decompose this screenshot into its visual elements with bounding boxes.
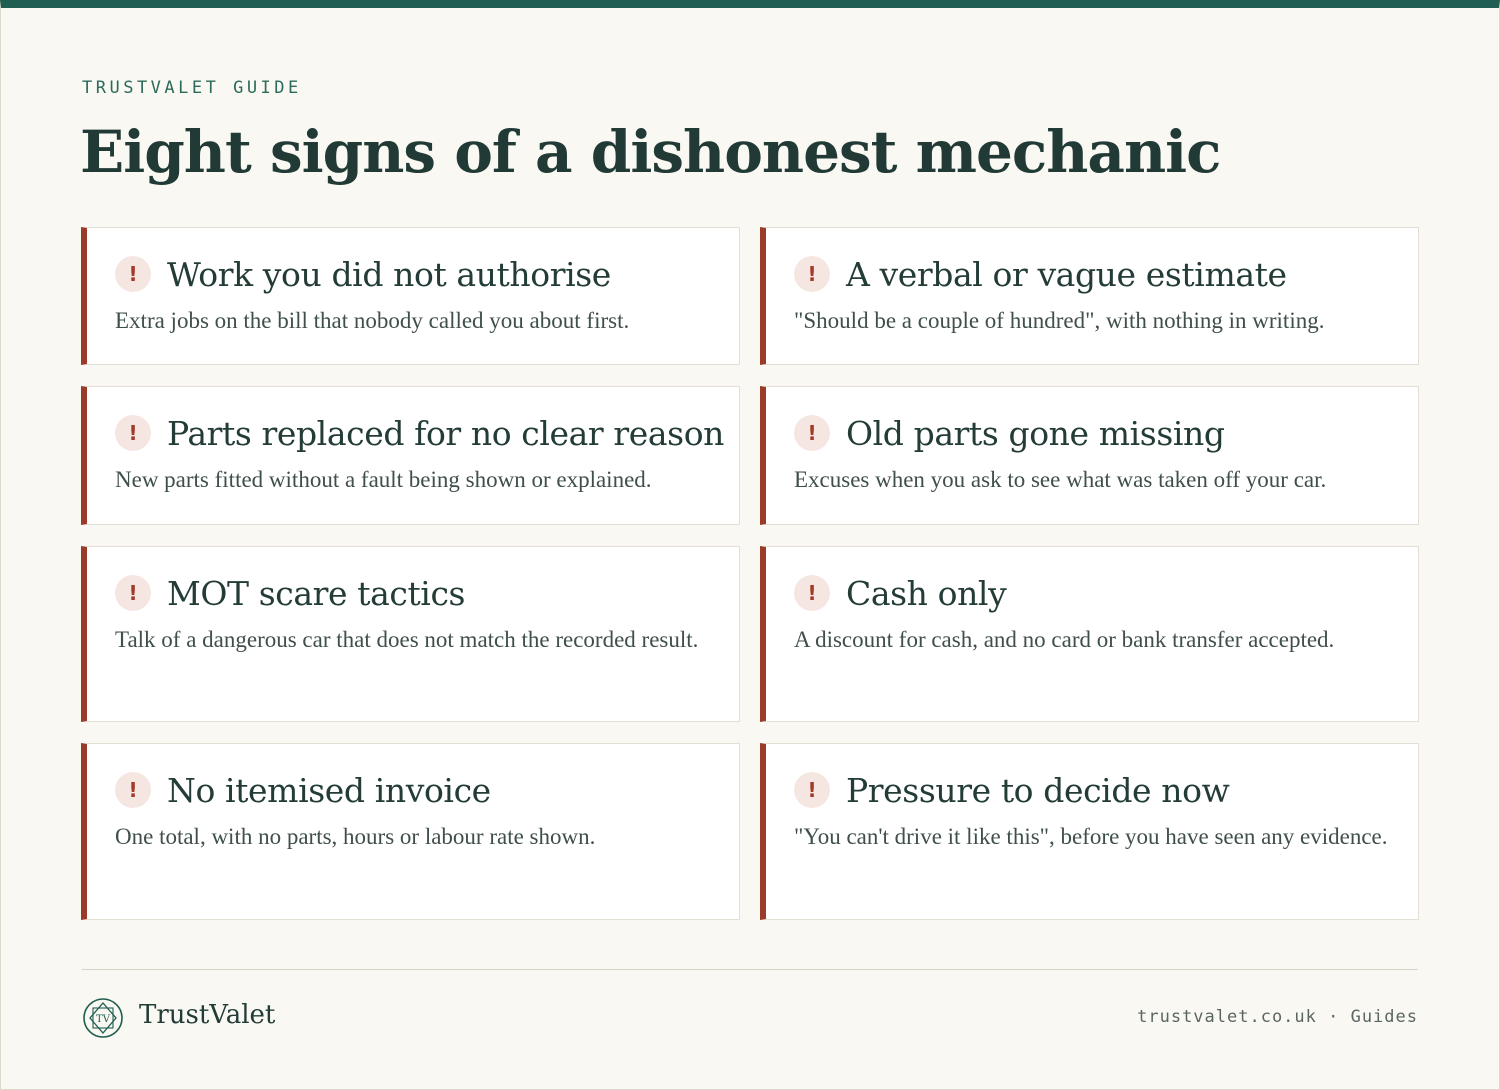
sign-title: MOT scare tactics [167, 573, 466, 613]
sign-description: Extra jobs on the bill that nobody called you about first. [115, 308, 630, 333]
svg-text:TV: TV [96, 1014, 110, 1025]
page-title: Eight signs of a dishonest mechanic [80, 118, 1221, 186]
exclamation-icon: ! [794, 415, 830, 451]
sign-title: Work you did not authorise [167, 254, 611, 294]
sign-card [81, 743, 740, 920]
sign-title: Parts replaced for no clear reason [167, 413, 725, 453]
trustvalet-logo-icon [82, 997, 124, 1039]
sign-description: Talk of a dangerous car that does not match the recorded result. [115, 627, 699, 652]
sign-title: Pressure to decide now [846, 770, 1230, 810]
brand-name: TrustValet [139, 1000, 276, 1030]
guide-eyebrow: TRUSTVALET GUIDE [82, 78, 302, 98]
sign-title: No itemised invoice [167, 770, 491, 810]
sign-card [760, 743, 1419, 920]
exclamation-icon: ! [115, 575, 151, 611]
sign-title: Old parts gone missing [846, 413, 1225, 453]
sign-description: New parts fitted without a fault being shown or explained. [115, 467, 652, 492]
sign-card [81, 546, 740, 722]
exclamation-icon: ! [794, 575, 830, 611]
footer-divider [82, 969, 1418, 970]
exclamation-icon: ! [115, 256, 151, 292]
sign-title: Cash only [846, 573, 1007, 613]
exclamation-icon: ! [794, 256, 830, 292]
footer-link[interactable]: trustvalet.co.uk · Guides [1137, 1007, 1418, 1027]
exclamation-icon: ! [115, 772, 151, 808]
sign-description: Excuses when you ask to see what was taken off your car. [794, 467, 1327, 492]
sign-card [760, 386, 1419, 525]
sign-card [760, 227, 1419, 365]
exclamation-icon: ! [794, 772, 830, 808]
sign-card [760, 546, 1419, 722]
sign-description: "You can't drive it like this", before you have seen any evidence. [794, 824, 1388, 849]
exclamation-icon: ! [115, 415, 151, 451]
sign-description: A discount for cash, and no card or bank transfer accepted. [794, 627, 1335, 652]
sign-title: A verbal or vague estimate [846, 254, 1287, 294]
sign-card [81, 227, 740, 365]
sign-description: One total, with no parts, hours or labour rate shown. [115, 824, 596, 849]
sign-card [81, 386, 740, 525]
sign-description: "Should be a couple of hundred", with nothing in writing. [794, 308, 1325, 333]
